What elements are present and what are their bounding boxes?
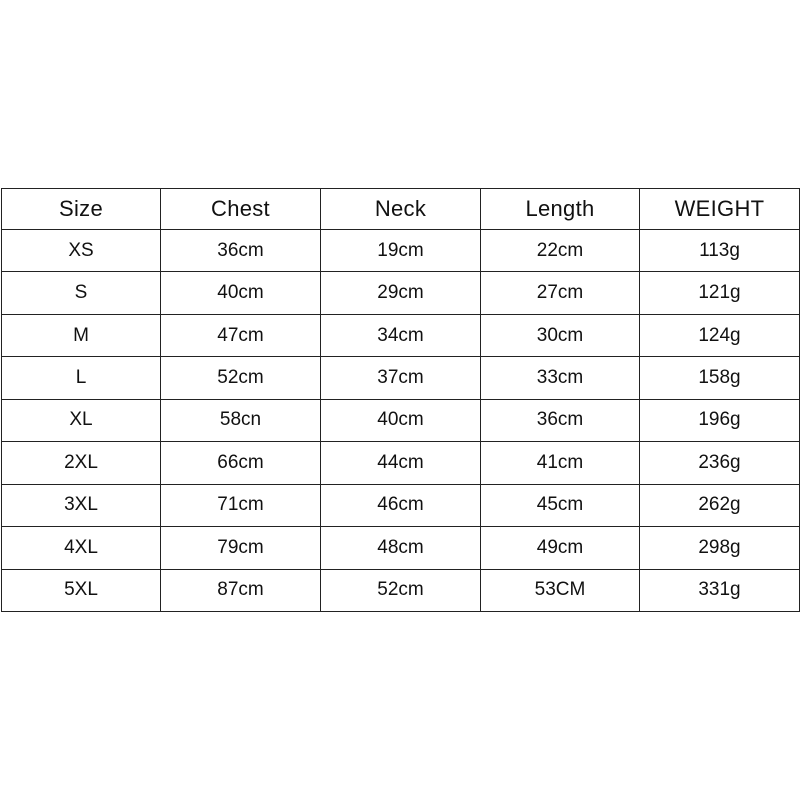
- neck-cell: 37cm: [321, 357, 481, 399]
- size-cell: XS: [2, 230, 161, 272]
- length-cell: 41cm: [481, 442, 640, 484]
- chest-cell: 79cm: [161, 527, 321, 569]
- neck-cell: 29cm: [321, 272, 481, 314]
- table-row: [2, 357, 800, 399]
- length-cell: 53CM: [481, 569, 640, 612]
- size-cell: 5XL: [2, 569, 161, 612]
- chest-cell: 52cm: [161, 357, 321, 399]
- table-header: [2, 189, 800, 230]
- neck-cell: 52cm: [321, 569, 481, 612]
- weight-cell: 331g: [640, 569, 800, 612]
- header-row: [2, 189, 800, 230]
- table-row: [2, 527, 800, 569]
- header-weight: WEIGHT: [640, 189, 800, 230]
- table-row: [2, 230, 800, 272]
- weight-cell: 196g: [640, 399, 800, 441]
- chest-cell: 66cm: [161, 442, 321, 484]
- chest-cell: 47cm: [161, 314, 321, 356]
- weight-cell: 113g: [640, 230, 800, 272]
- weight-cell: 262g: [640, 484, 800, 526]
- chest-cell: 36cm: [161, 230, 321, 272]
- chest-cell: 87cm: [161, 569, 321, 612]
- header-size: Size: [2, 189, 161, 230]
- size-cell: S: [2, 272, 161, 314]
- neck-cell: 19cm: [321, 230, 481, 272]
- weight-cell: 158g: [640, 357, 800, 399]
- header-chest: Chest: [161, 189, 321, 230]
- length-cell: 49cm: [481, 527, 640, 569]
- chest-cell: 40cm: [161, 272, 321, 314]
- table-row: [2, 399, 800, 441]
- neck-cell: 44cm: [321, 442, 481, 484]
- header-neck: Neck: [321, 189, 481, 230]
- neck-cell: 48cm: [321, 527, 481, 569]
- header-length: Length: [481, 189, 640, 230]
- table-row: [2, 484, 800, 526]
- weight-cell: 236g: [640, 442, 800, 484]
- length-cell: 30cm: [481, 314, 640, 356]
- size-cell: 4XL: [2, 527, 161, 569]
- length-cell: 33cm: [481, 357, 640, 399]
- length-cell: 22cm: [481, 230, 640, 272]
- weight-cell: 121g: [640, 272, 800, 314]
- size-cell: XL: [2, 399, 161, 441]
- table-row: [2, 272, 800, 314]
- weight-cell: 298g: [640, 527, 800, 569]
- neck-cell: 40cm: [321, 399, 481, 441]
- length-cell: 45cm: [481, 484, 640, 526]
- table-row: [2, 442, 800, 484]
- chest-cell: 71cm: [161, 484, 321, 526]
- neck-cell: 46cm: [321, 484, 481, 526]
- size-cell: 2XL: [2, 442, 161, 484]
- weight-cell: 124g: [640, 314, 800, 356]
- size-cell: M: [2, 314, 161, 356]
- size-chart-table: [1, 188, 800, 612]
- table-body: [2, 230, 800, 612]
- size-cell: 3XL: [2, 484, 161, 526]
- table-row: [2, 314, 800, 356]
- length-cell: 36cm: [481, 399, 640, 441]
- length-cell: 27cm: [481, 272, 640, 314]
- table-row: [2, 569, 800, 612]
- neck-cell: 34cm: [321, 314, 481, 356]
- chest-cell: 58cn: [161, 399, 321, 441]
- size-cell: L: [2, 357, 161, 399]
